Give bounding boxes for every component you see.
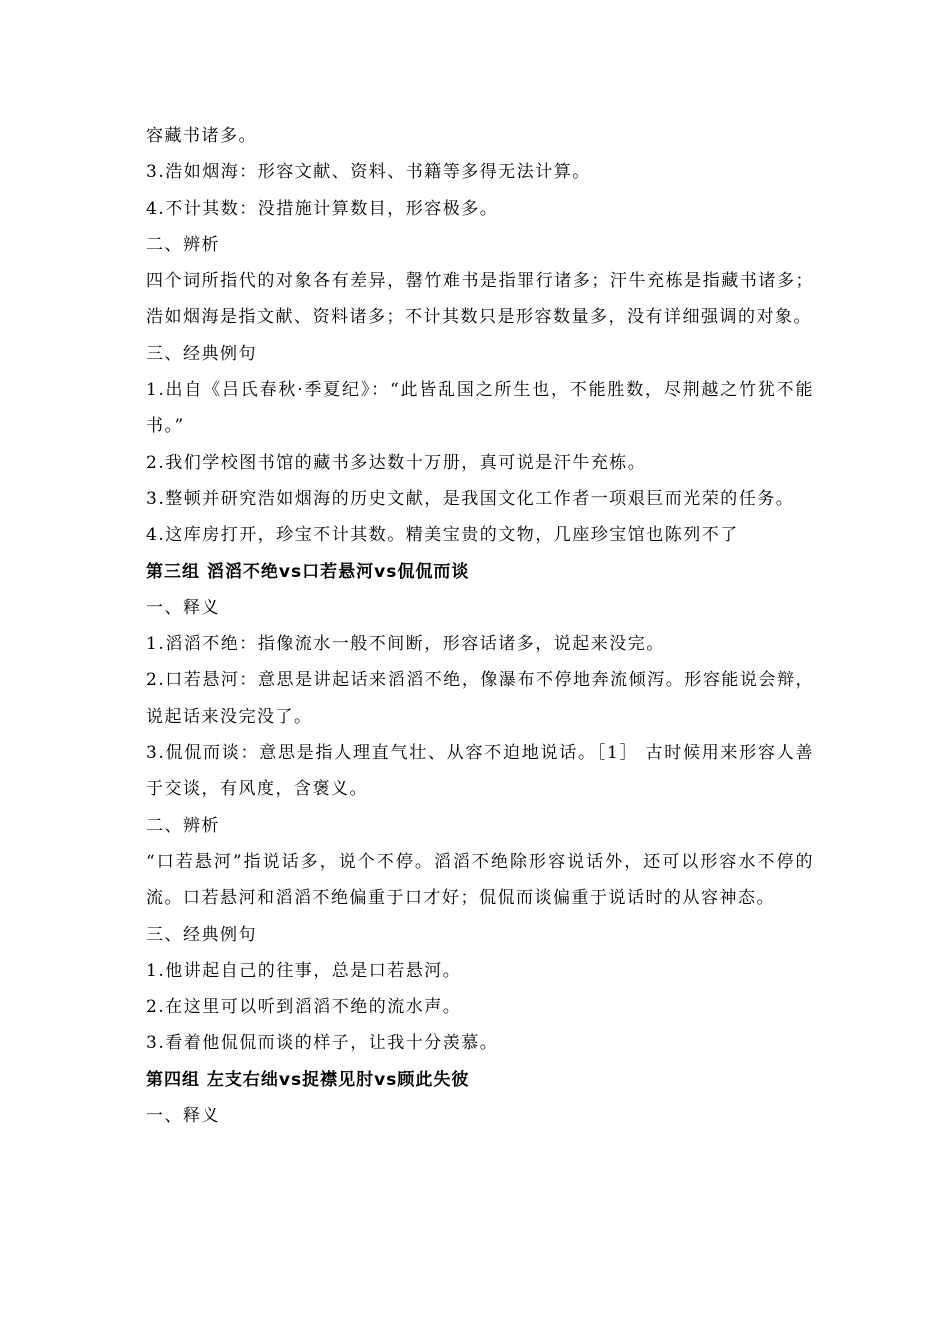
example-item: 2.我们学校图书馆的藏书多达数十万册，真可说是汗牛充栋。: [146, 452, 647, 473]
example-item: 4.这库房打开，珍宝不计其数。精美宝贵的文物，几座珍宝馆也陈列不了: [146, 525, 739, 546]
section-label-definitions: 一、释义: [146, 1106, 220, 1127]
section-label-examples: 三、经典例句: [146, 924, 257, 945]
section-label-analysis: 二、辨析: [146, 815, 220, 836]
example-item: 2.在这里可以听到滔滔不绝的流水声。: [146, 997, 462, 1018]
definition-item: 2.口若悬河：意思是讲起话来滔滔不绝，像瀑布不停地奔流倾泻。形容能说会辩，说起话来没完没了。: [146, 670, 814, 727]
analysis-paragraph: 四个词所指代的对象各有差异，罄竹难书是指罪行诸多；汗牛充栋是指藏书诸多；浩如烟海是指文献、资料诸多；不计其数只是形容数量多，没有详细强调的对象。: [146, 271, 814, 328]
section-label-definitions: 一、释义: [146, 597, 220, 618]
definition-item: 3.浩如烟海：形容文献、资料、书籍等多得无法计算。: [146, 162, 591, 183]
paragraph-line: 容藏书诸多。: [146, 126, 257, 146]
example-item: 3.看着他侃侃而谈的样子，让我十分羡慕。: [146, 1033, 499, 1054]
example-item: 1.出自《吕氏春秋·季夏纪》：“此皆乱国之所生也，不能胜数，尽荆越之竹犹不能书。”: [146, 380, 814, 437]
analysis-paragraph: “口若悬河”指说话多，说个不停。滔滔不绝除形容说话外，还可以形容水不停的流。口若悬河和滔滔不绝偏重于口才好；侃侃而谈偏重于说话时的从容神态。: [146, 851, 814, 909]
example-item: 3.整顿并研究浩如烟海的历史文献，是我国文化工作者一项艰巨而光荣的任务。: [146, 488, 795, 509]
definition-item: 1.滔滔不绝：指像流水一般不间断，形容话诸多，说起来没完。: [146, 634, 665, 655]
section-label-analysis: 二、辨析: [146, 234, 220, 255]
document-page: [146, 118, 814, 1134]
definition-item: 3.侃侃而谈：意思是指人理直气壮、从容不迫地说话。［1］ 古时候用来形容人善于交谈，有风度，含褒义。: [146, 743, 814, 800]
definition-item: 4.不计其数：没措施计算数目，形容极多。: [146, 198, 499, 219]
section-label-examples: 三、经典例句: [146, 343, 257, 364]
group-heading-3: 第三组 滔滔不绝vs口若悬河vs侃侃而谈: [146, 561, 470, 582]
example-item: 1.他讲起自己的往事，总是口若悬河。: [146, 960, 462, 981]
group-heading-4: 第四组 左支右绌vs捉襟见肘vs顾此失彼: [146, 1069, 470, 1090]
